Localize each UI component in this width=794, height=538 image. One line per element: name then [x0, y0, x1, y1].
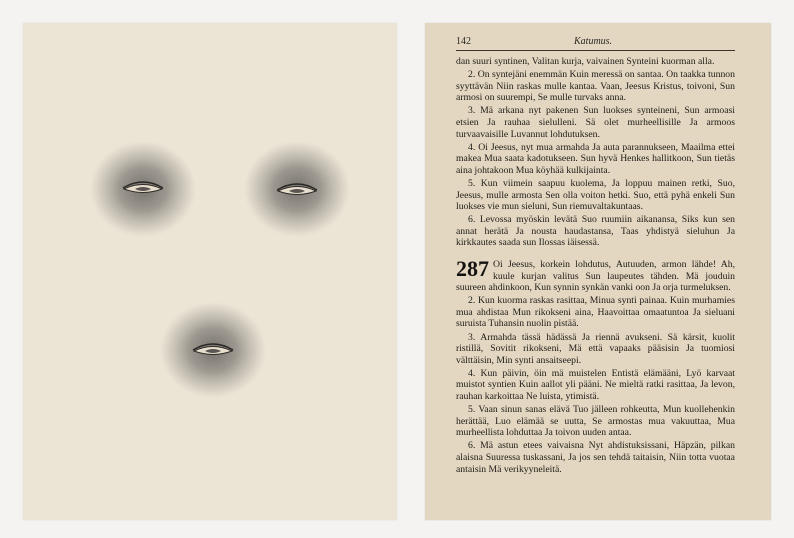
page-text [456, 56, 735, 477]
verse: 3. Armahda tässä hädässä Ja riennä avukseni. Sä kärsit, kuolit ristillä, Sovitit rikokseni, Mä että vapaaks pääsisin Ja tuomiosi välttäisin, Min synti ansaitseepi. [456, 331, 735, 366]
eye-drawing-left [90, 141, 196, 237]
book-page [425, 23, 771, 520]
hymn-first-verse [456, 256, 735, 294]
eye-drawing-right [244, 141, 350, 237]
artwork-sheet [23, 23, 397, 520]
verse: 6. Levossa myöskin levätä Suo ruumiin aikanansa, Siks kun sen annat herätä Ja nousta haudastansa, Taas yhdistyä sieluhun Ja kirkkautes saada sun Ilossas iäisessä. [456, 214, 735, 249]
verse: 2. Kun kuorma raskas rasittaa, Minua synti painaa. Kuin murhamies mua ahdistaa Mun rikokseni aina, Haavoittaa omaatuntoa Ja sieluani suruista Tuhansin nuolin pistää. [456, 295, 735, 330]
running-title: Katumus. [574, 36, 613, 47]
hymn-number: 287 [456, 256, 489, 281]
verse: 5. Kun viimein saapuu kuolema, Ja loppuu mainen retki, Suo, Jeesus, mulle armosta Sen olla voiton hetki. Suo, että pyhä enkeli Sun luokses vie mun sieluni, Sun riemuvaltakuntaas. [456, 177, 735, 213]
verse: 6. Mä astun etees vaivaisna Nyt ahdistuksissani, Häpzän, pilkan alaisna Suuressa tuskassani, Ja jos sen tehdä taitaisin, Niin totta vuotaa antaisin Mä verikyyneleitä. [456, 440, 735, 475]
page-header [456, 36, 735, 51]
eye-drawing-bottom [160, 302, 266, 398]
hymn-first-verse-text: Oi Jeesus, korkein lohdutus, Autuuden, armon lähde! Ah, kuule kurjan valitus Sun laupeutes tähden. Mä jouduin suureen ahdinkoon, Kun synnin synkän vanki oon Ja orja turmeluksen. [456, 259, 735, 294]
verse: 4. Oi Jeesus, nyt mua armahda Ja auta parannukseen, Maailma ettei makea Mua saata kadotukseen. Sun hyvä Henkes hallitkoon, Sun tietäs aina johtakoon Mua köyhää kulkijainta. [456, 141, 735, 176]
page-number: 142 [456, 36, 471, 47]
verse: 5. Vaan sinun sanas elävä Tuo jälleen rohkeutta, Mun kuollehenkin herättää, Luo elämää se uutta, Se armostas mua vakuuttaa, Mua murheellista lohduttaa Ja toivon uuden antaa. [456, 404, 735, 439]
verse: 3. Mä arkana nyt pakenen Sun luokses synteineni, Sun armoasi etsien Ja rauhaa sielulleni. Sä olet murheellisille Ja armoos turvaavaisille Luvannut lohdutuksen. [456, 105, 735, 140]
verse-continuation: dan suuri syntinen, Valitan kurja, vaivainen Synteini kuorman alla. [456, 56, 715, 67]
verse: 4. Kun päivin, öin mä muistelen Entistä elämääni, Lyö karvaat muistot syntien Kuin aallot yli pääni. Ne mieltä ratki rasittaa, Ja levon, rauhan karkoittaa Ne luista, ytimistä. [456, 367, 735, 403]
verse: 2. On syntejäni enemmän Kuin meressä on santaa. On taakka tunnon syyttävän Niin raskas mulle kantaa. Vaan, Jeesus Kristus, toivoni, Sun armosi on suurempi, Se mulle turvaks anna. [456, 69, 735, 104]
eyes-drawing [23, 23, 397, 520]
